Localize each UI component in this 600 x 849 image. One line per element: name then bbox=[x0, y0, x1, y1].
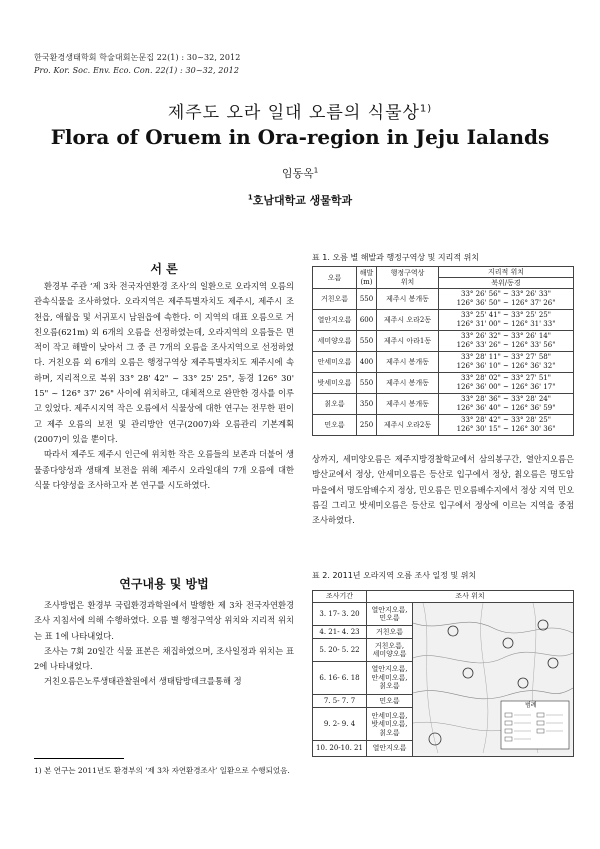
t2-header-location: 조사 위치 bbox=[367, 591, 574, 603]
t1-cell-geo: 33° 25' 41" ~ 33° 25' 25" 126° 31' 00" ~ 126° 31' 33" bbox=[439, 310, 574, 331]
table2 bbox=[312, 590, 574, 757]
title-korean: 제주도 오라 일대 오름의 식물상$^{1)}$ bbox=[167, 103, 433, 123]
t1-cell-geo: 33° 28' 02" ~ 33° 27' 51" 126° 36' 00" ~ 126° 36' 17" bbox=[439, 373, 574, 394]
intro-paragraph-1: 환경부 주관 ‘제 3차 전국자연환경 조사’의 일환으로 오라지역 오름의 관속식물을 조사하였다. 오라지역은 제주특별자치도 제주시, 제주시 조천읍, 애월읍 및 서귀포시 남원읍에 속한다. 이 지역의 대표 오름으로 거친오름(621m) 외 6개의 오름을 선정하였는데, 오라지역의 오름들은 면적이 작고 해발이 낮아서 그 중 큰 7개의 오름을 조사지역으로 선정하였다. 거친오름 외 6개의 오름은 행정구역상 제주특별자치도 제주시에 속하며, 지리적으로 북위 33° 28' 42" ~ 33° 25' 25", 동경 126° 30' 15" ~ 126° 37' 26" 사이에 위치하고, 대체적으로 완만한 경사를 이루고 있었다. 제주시지역 작은 오름에서 식물상에 대한 연구는 전무한 편이고 제주 오름의 보전 및 관리방안 연구(2007)와 오름관리 기본계획(2007)이 있을 뿐이다. bbox=[34, 281, 294, 444]
t1-cell-admin: 제주시 오라2동 bbox=[377, 415, 439, 436]
t1-cell-admin: 제주시 아라1동 bbox=[377, 331, 439, 352]
map-figure bbox=[413, 603, 573, 753]
footnote: 1) 본 연구는 2011년도 환경부의 ‘제 3차 자연환경조사’ 일환으로 수행되었음. bbox=[34, 766, 290, 775]
right-column-text: 상까지, 세미양오름은 제주지방경찰학교에서 삼의봉구간, 열안지오름은 방산교에서 정상, 안세미오름은 등산로 입구에서 정상, 칡오름은 명도암 마을에서 명도암배수지 정상, 민오름은 민오름배수지에서 정상 지역 민오름길 그리고 밧세미오름은 등산로 입구에서 정상에 이르는 지역을 중점 조사하였다. bbox=[312, 454, 574, 526]
t2-cell-period: 10. 20-10. 21 bbox=[313, 741, 367, 756]
t2-cell-period: 5. 20- 5. 22 bbox=[313, 639, 367, 662]
author: 임동옥$^1$ bbox=[281, 166, 319, 180]
t1-cell-alt: 550 bbox=[357, 289, 377, 310]
t1-cell-name: 민오름 bbox=[313, 415, 357, 436]
t2-cell-location: 열안지오름 bbox=[367, 741, 413, 756]
t1-cell-admin: 제주시 봉개동 bbox=[377, 289, 439, 310]
table2-row bbox=[313, 603, 574, 626]
affiliation: $^1$호남대학교 생물학과 bbox=[247, 193, 353, 207]
t1-cell-alt: 600 bbox=[357, 310, 377, 331]
t1-cell-admin: 제주시 봉개동 bbox=[377, 394, 439, 415]
t1-header-geo: 지리적 위치 bbox=[439, 267, 574, 278]
t2-cell-location: 안세미오름, 밧세미오름, 칡오름 bbox=[367, 708, 413, 741]
section-title-methods: 연구내용 및 방법 bbox=[119, 577, 209, 591]
table1-row bbox=[313, 310, 574, 331]
t1-cell-name: 밧세미오름 bbox=[313, 373, 357, 394]
t1-cell-name: 거친오름 bbox=[313, 289, 357, 310]
t2-cell-location: 민오름 bbox=[367, 695, 413, 708]
methods-paragraph-2: 조사는 7회 20일간 식물 표본은 채집하였으며, 조사일정과 위치는 표 2에 나타내었다. bbox=[34, 645, 294, 672]
t1-cell-alt: 550 bbox=[357, 373, 377, 394]
t1-cell-geo: 33° 28' 42" ~ 33° 28' 25" 126° 30' 15" ~ 126° 30' 36" bbox=[439, 415, 574, 436]
methods-paragraph-1: 조사방법은 환경부 국립환경과학원에서 발행한 제 3차 전국자연환경조사 지침서에 의해 수행하였다. 오름 별 행정구역상 위치와 지리적 위치는 표 1에 나타내었다. bbox=[34, 600, 294, 641]
t2-cell-location: 거친오름, 세미양오름 bbox=[367, 639, 413, 662]
t1-cell-geo: 33° 28' 36" ~ 33° 28' 24" 126° 36' 40" ~ 126° 36' 59" bbox=[439, 394, 574, 415]
t2-cell-location: 열안지오름, 안세미오름, 칡오름 bbox=[367, 662, 413, 695]
t1-cell-admin: 제주시 봉개동 bbox=[377, 352, 439, 373]
t1-cell-alt: 550 bbox=[357, 331, 377, 352]
t2-header-period: 조사기간 bbox=[313, 591, 367, 603]
section-title-intro: 서 론 bbox=[150, 262, 178, 276]
t2-cell-period: 3. 17- 3. 20 bbox=[313, 603, 367, 626]
t1-cell-name: 안세미오름 bbox=[313, 352, 357, 373]
table1-row bbox=[313, 394, 574, 415]
t1-header-name: 오름 bbox=[313, 267, 357, 289]
table1-row bbox=[313, 331, 574, 352]
t1-cell-name: 열안지오름 bbox=[313, 310, 357, 331]
t1-cell-alt: 400 bbox=[357, 352, 377, 373]
table1-row bbox=[313, 352, 574, 373]
table1-row bbox=[313, 373, 574, 394]
t2-cell-period: 4. 21- 4. 23 bbox=[313, 626, 367, 639]
journal-header-korean: 한국환경생태학회 학술대회논문집 22(1) : 30~32, 2012 bbox=[34, 53, 241, 62]
intro-body bbox=[34, 279, 294, 493]
t1-cell-geo: 33° 26' 32" ~ 33° 26' 14" 126° 33' 26" ~ 126° 33' 56" bbox=[439, 331, 574, 352]
t1-header-geo-sub: 북위/동경 bbox=[439, 278, 574, 289]
t1-cell-name: 칡오름 bbox=[313, 394, 357, 415]
table2-caption: 표 2. 2011년 오라지역 오름 조사 일정 및 위치 bbox=[312, 571, 477, 580]
survey-map bbox=[413, 603, 574, 757]
t2-cell-period: 6. 16- 6. 18 bbox=[313, 662, 367, 695]
t1-cell-admin: 제주시 봉개동 bbox=[377, 373, 439, 394]
methods-paragraph-3: 거친오름은노루생태관찰원에서 생태탐방데크를통해 정 bbox=[44, 676, 242, 687]
table1-row bbox=[313, 415, 574, 436]
table1-row bbox=[313, 289, 574, 310]
t2-cell-location: 열안지오름, 민오름 bbox=[367, 603, 413, 626]
table1 bbox=[312, 266, 574, 436]
t2-cell-location: 거친오름 bbox=[367, 626, 413, 639]
footnote-rule bbox=[34, 758, 124, 759]
t1-cell-geo: 33° 28' 11" ~ 33° 27' 58" 126° 36' 10" ~ 126° 36' 32" bbox=[439, 352, 574, 373]
intro-paragraph-2: 따라서 제주도 제주시 인근에 위치한 작은 오름들의 보존과 더불어 생물종다양성과 생태계 보전을 위해 제주시 오라일대의 7개 오름에 대한 식물 다양성을 조사하고자 본 연구를 시도하였다. bbox=[34, 449, 294, 490]
t1-cell-geo: 33° 26' 56" ~ 33° 26' 33" 126° 36' 50" ~ 126° 37' 26" bbox=[439, 289, 574, 310]
t1-cell-admin: 제주시 오라2동 bbox=[377, 310, 439, 331]
t1-header-admin: 행정구역상 위치 bbox=[377, 267, 439, 289]
t1-cell-name: 세미양오름 bbox=[313, 331, 357, 352]
t1-cell-alt: 250 bbox=[357, 415, 377, 436]
map-legend-title: 범례 bbox=[525, 702, 537, 709]
t2-cell-period: 9. 2- 9. 4 bbox=[313, 708, 367, 741]
methods-body bbox=[34, 598, 294, 690]
t1-header-altitude: 해발 (m) bbox=[357, 267, 377, 289]
t2-cell-period: 7. 5- 7. 7 bbox=[313, 695, 367, 708]
t1-cell-alt: 350 bbox=[357, 394, 377, 415]
table1-caption: 표 1. 오름 별 해발과 행정구역상 및 지리적 위치 bbox=[312, 253, 480, 262]
journal-header-english: Pro. Kor. Soc. Env. Eco. Con. 22(1) : 30~32, 2012 bbox=[34, 66, 240, 75]
title-english: Flora of Oruem in Ora-region in Jeju Ialands bbox=[50, 125, 550, 149]
